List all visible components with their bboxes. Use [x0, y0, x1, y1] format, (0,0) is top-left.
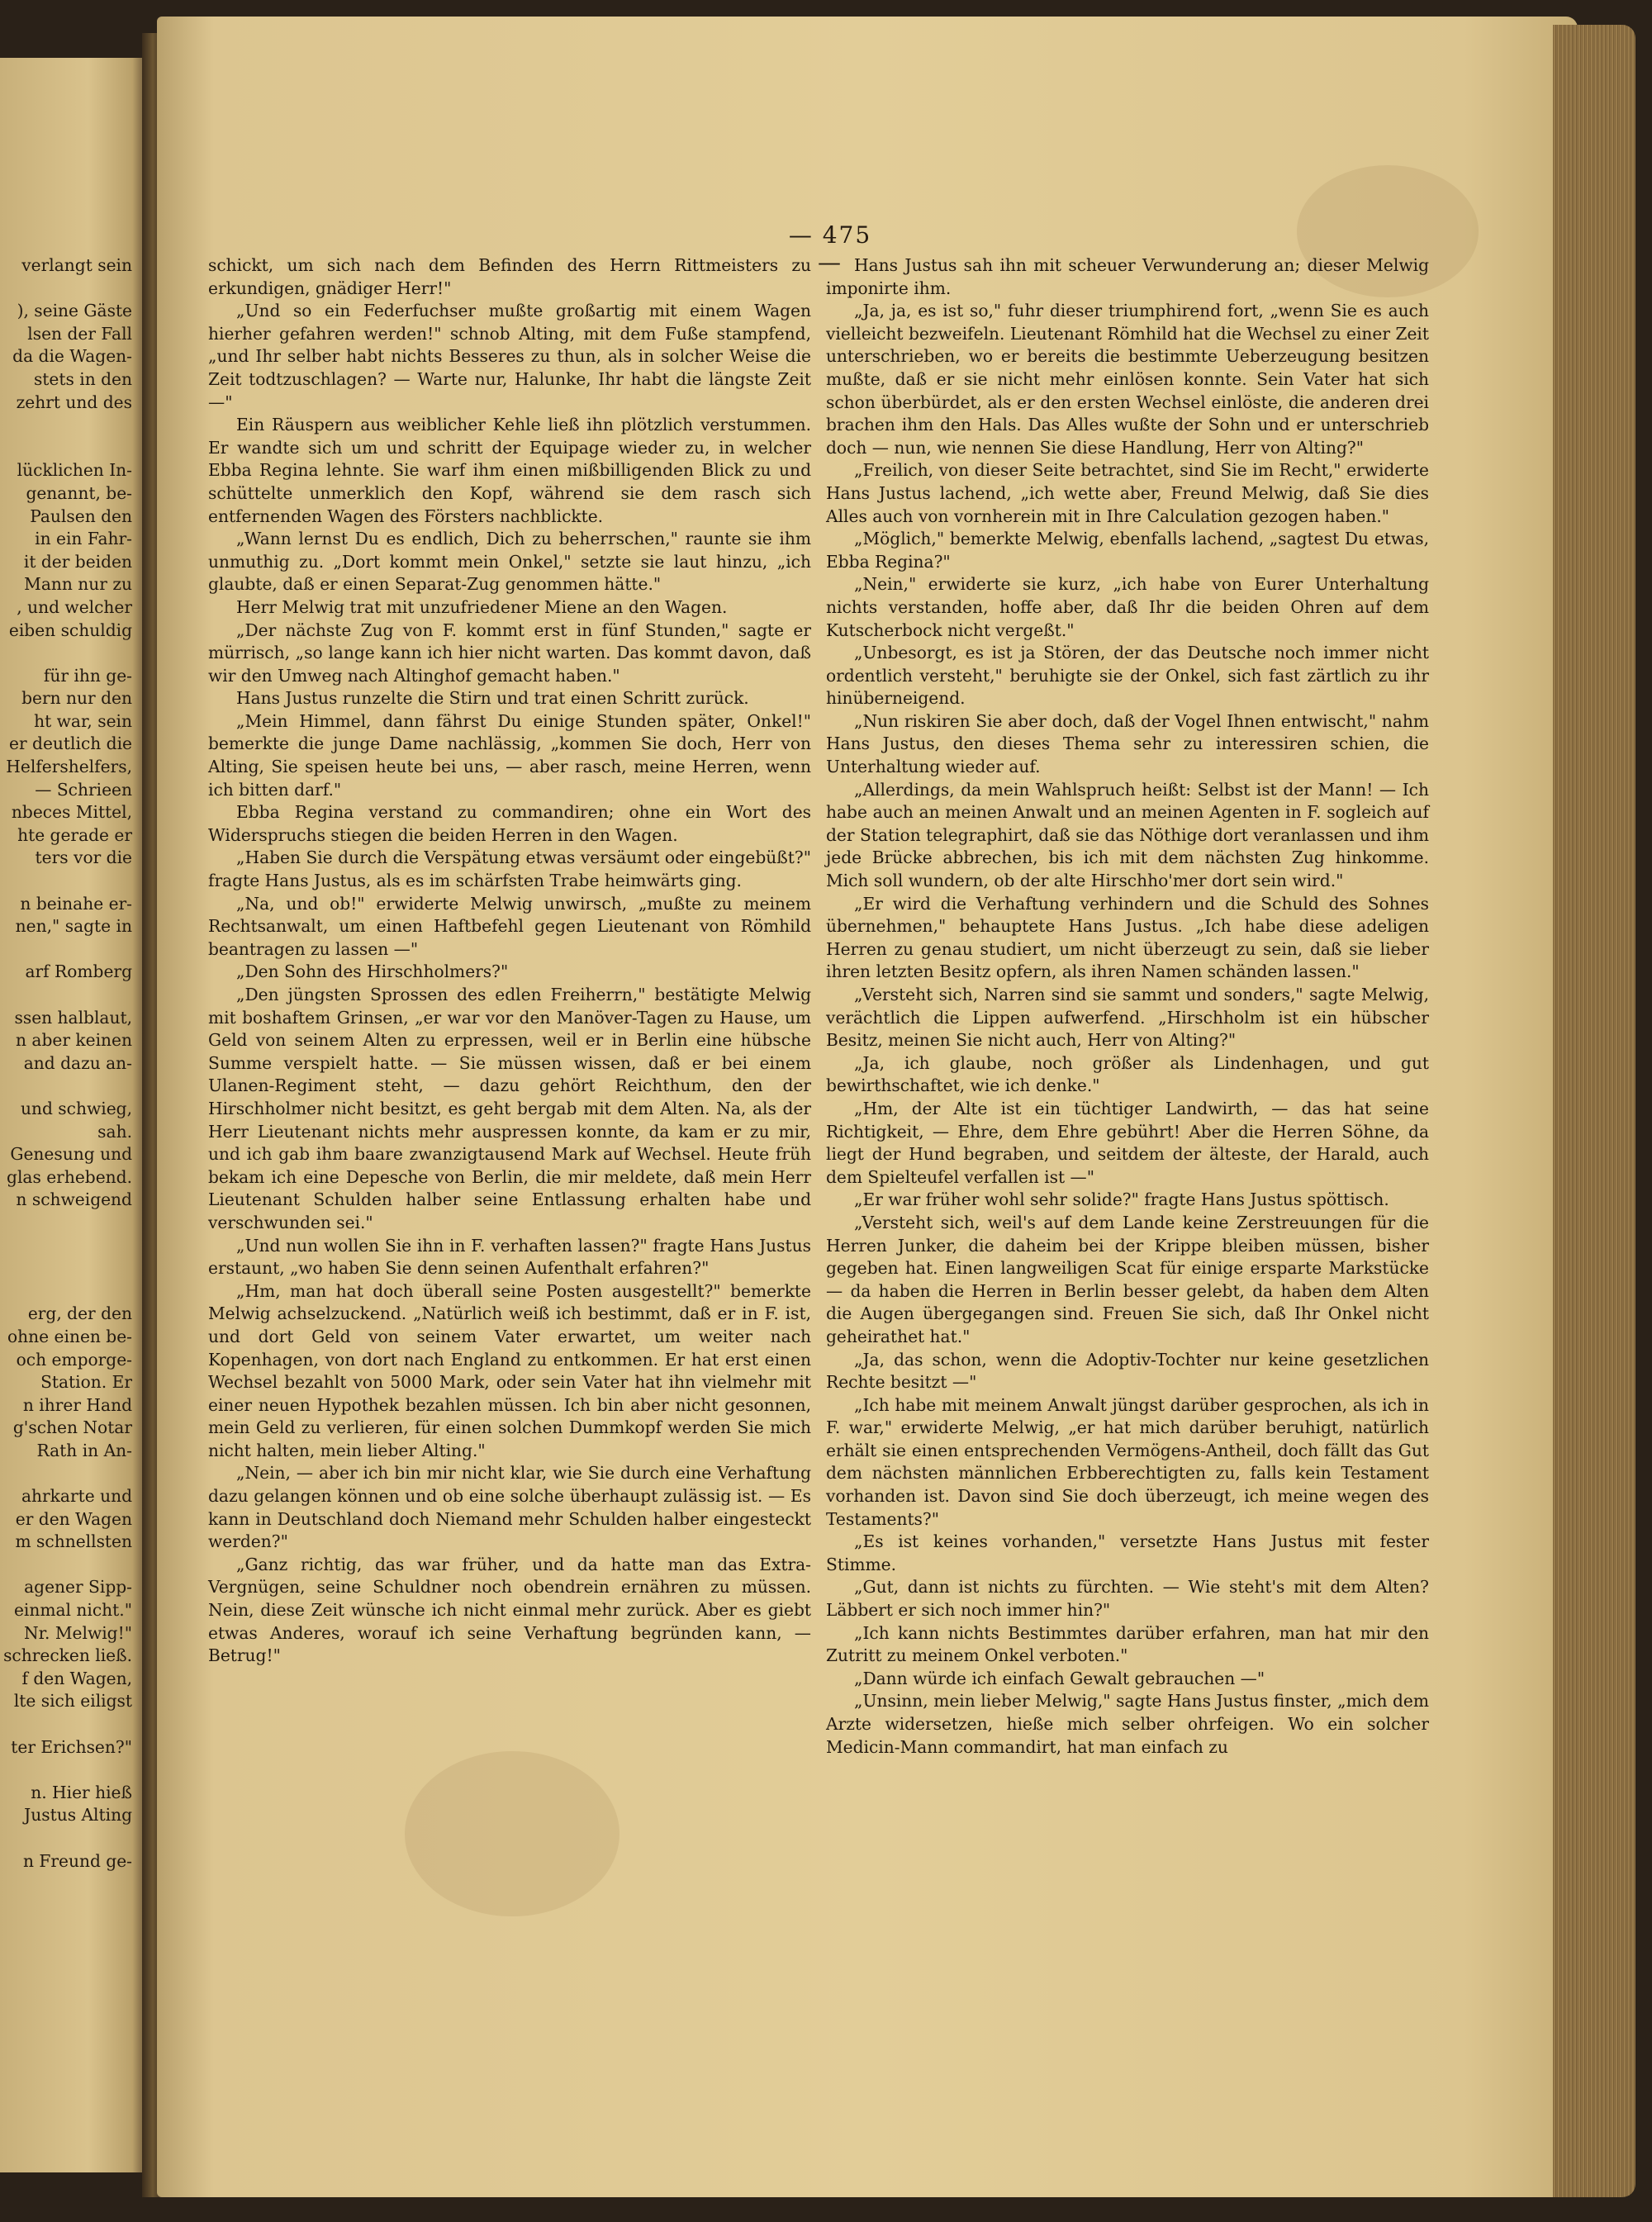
left-page-line: in ein Fahr- — [35, 529, 132, 549]
left-page-line — [0, 1235, 132, 1258]
left-page-text-fragments — [0, 254, 132, 1873]
left-page-line: n schweigend — [16, 1189, 132, 1210]
paragraph: „Nein, — aber ich bin mir nicht klar, wie Sie durch eine Verhaftung dazu gelangen können und ob eine solche überhaupt zulässig ist. — Es kann in Deutschland doch Niemand mehr Schulden halber eingesteckt werden?" — [208, 1463, 811, 1552]
left-page-line: n. Hier hieß — [31, 1782, 132, 1802]
left-page-line: Station. Er — [40, 1372, 132, 1393]
left-page-line: lücklichen In- — [17, 460, 132, 481]
left-page-line: lsen der Fall — [27, 323, 132, 344]
left-page-line: für ihn ge- — [43, 665, 132, 686]
left-page-line: ht war, sein — [34, 710, 132, 731]
paragraph: „Der nächste Zug von F. kommt erst in fünf Stunden," sagte er mürrisch, „so lange kann ich hier nicht warten. Das kommt davon, daß wir den Umweg nach Altinghof gemacht haben." — [208, 620, 811, 686]
paragraph: „Wann lernst Du es endlich, Dich zu beherrschen," raunte sie ihm unmuthig zu. „Dort kommt mein Onkel," setzte sie laut hinzu, „ich glaubte, daß er einen Separat-Zug genommen hätte." — [208, 529, 811, 595]
left-page-line — [0, 1759, 132, 1782]
left-page-line: m schnellsten — [15, 1531, 132, 1552]
left-page-line — [0, 870, 132, 893]
left-page-line: glas erhebend. — [7, 1166, 132, 1187]
paragraph: Ein Räuspern aus weiblicher Kehle ließ ihn plötzlich verstummen. Er wandte sich um und schritt der Equipage wieder zu, in welcher Ebba Regina lehnte. Sie warf ihm einen mißbilligenden Blick zu und schüttelte unmerklich den Kopf, während sie dem rasch sich entfernenden Wagen des Försters nachblickte. — [208, 415, 811, 526]
left-page-line: n ihrer Hand — [22, 1394, 132, 1415]
paragraph: „Er wird die Verhaftung verhindern und die Schuld des Sohnes übernehmen," behauptete Hans Justus. „Ich habe diese adeligen Herren zu genau studiert, um nicht überzeugt zu sein, daß sie lieber ihren letzten Besitz opfern, als ihren Namen schänden lassen." — [826, 893, 1429, 982]
paragraph: „Dann würde ich einfach Gewalt gebrauchen —" — [854, 1668, 1265, 1688]
paragraph: „Na, und ob!" erwiderte Melwig unwirsch, „mußte zu meinem Rechtsanwalt, um einen Haftbefehl gegen Lieutenant von Römhild beantragen zu lassen —" — [208, 893, 811, 959]
paragraph: Ebba Regina verstand zu commandiren; ohne ein Wort des Widerspruchs stiegen die beiden Herren in den Wagen. — [208, 802, 811, 845]
left-page-line: ssen halblaut, — [14, 1007, 132, 1028]
left-page-line: — Schrieen — [35, 779, 132, 800]
page-number: — 475 — — [788, 221, 872, 276]
left-page-line: nbeces Mittel, — [11, 802, 132, 823]
left-page-line: Rath in An- — [36, 1440, 132, 1460]
left-page-line — [0, 1713, 132, 1736]
left-page-line: and dazu an- — [23, 1052, 132, 1073]
text-column-left — [208, 254, 811, 1668]
paragraph: „Es ist keines vorhanden," versetzte Hans Justus mit fester Stimme. — [826, 1531, 1429, 1574]
left-page-line: n aber keinen — [16, 1030, 132, 1051]
left-page-line: g'schen Notar — [12, 1417, 132, 1438]
left-page-line — [0, 1257, 132, 1280]
left-page-line: , und welcher — [17, 596, 132, 617]
left-page-line: einmal nicht." — [13, 1600, 132, 1621]
left-page-line — [0, 642, 132, 665]
paragraph: „Freilich, von dieser Seite betrachtet, sind Sie im Recht," erwiderte Hans Justus lachend, „ich wette aber, Freund Melwig, daß Sie dies Alles auch von vornherein mit in Ihre Calculation gezogen haben." — [826, 460, 1429, 526]
left-page-line: stets in den — [33, 368, 132, 389]
left-page-line: er deutlich die — [9, 734, 132, 754]
left-page-line: da die Wagen- — [12, 346, 132, 367]
left-page-line: ter Erichsen?" — [11, 1736, 132, 1757]
left-page-line: f den Wagen, — [21, 1668, 132, 1688]
paragraph: „Und so ein Federfuchser mußte großartig mit einem Wagen hierher gefahren werden!" schnob Alting, mit dem Fuße stampfend, „und Ihr selber habt nichts Besseres zu thun, als in solcher Weise die Zeit todtzuschlagen? — Warte nur, Halunke, Ihr habt die längste Zeit —" — [208, 301, 811, 412]
left-page-line — [0, 938, 132, 961]
left-page-line — [0, 1280, 132, 1303]
paragraph: „Ich habe mit meinem Anwalt jüngst darüber gesprochen, als ich in F. war," erwiderte Melwig, „er hat mich darüber beruhigt, natürlich erhält sie einen entsprechenden Vermögens-Antheil, doch fällt das Gut dem nächsten männlichen Erbberechtigten zu, falls kein Testament vorhanden ist. Davon sind Sie doch überzeugt, ich meine wegen des Testaments?" — [826, 1394, 1429, 1529]
paragraph: „Nein," erwiderte sie kurz, „ich habe von Eurer Unterhaltung nichts verstanden, hoffe aber, daß Ihr die beiden Ohren auf dem Kutscherbock nicht vergeßt." — [826, 574, 1429, 640]
paragraph: „Ja, ja, es ist so," fuhr dieser triumphirend fort, „wenn Sie es auch vielleicht bezweifeln. Lieutenant Römhild hat die Wechsel zu einer Zeit unterschrieben, wo er bereits die bestimmte Ueberzeugung besitzen mußte, daß er sie nicht mehr einlösen konnte. Sein Vater hat sich schon überbürdet, als er den ersten Wechsel einlöste, die anderen drei brachen ihm den Hals. Das Alles wußte der Sohn und er unterschrieb doch — nun, wie nennen Sie diese Handlung, Herr von Alting?" — [826, 301, 1429, 458]
left-page-line: ahrkarte und — [21, 1486, 132, 1507]
left-page-line: agener Sipp- — [24, 1577, 132, 1598]
text-column-right — [826, 254, 1429, 1759]
left-page-line: Genesung und — [10, 1144, 132, 1165]
left-page-line: verlangt sein — [21, 255, 132, 275]
left-page-line: ters vor die — [35, 847, 132, 868]
paragraph: „Und nun wollen Sie ihn in F. verhaften lassen?" fragte Hans Justus erstaunt, „wo haben Sie denn seinen Aufenthalt erfahren?" — [208, 1235, 811, 1279]
paragraph: „Ganz richtig, das war früher, und da hatte man das Extra-Vergnügen, seine Schuldner noch obendrein ernähren zu müssen. Nein, diese Zeit wünsche ich nicht einmal mehr zurück. Aber es giebt etwas Anderes, worauf ich seine Verhaftung begründen kann, — Betrug!" — [208, 1554, 811, 1666]
paragraph: „Ich kann nichts Bestimmtes darüber erfahren, man hat mir den Zutritt zu meinem Onkel verboten." — [826, 1622, 1429, 1666]
left-page-line — [0, 1075, 132, 1098]
paragraph: „Hm, man hat doch überall seine Posten ausgestellt?" bemerkte Melwig achselzuckend. „Natürlich weiß ich bestimmt, daß er in F. ist, und dort Geld von seinem Vater erwartet, um weiter nach Kopenhagen, von dort nach England zu entkommen. Er hat erst einen Wechsel bezahlt von 5000 Mark, oder sein Vater hat ihn vielmehr mit einer neuen Hypothek bezahlen müssen. Ich bin aber nicht gesonnen, mein Geld zu verlieren, für einen solchen Dummkopf werden Sie mich nicht halten, mein lieber Alting." — [208, 1280, 811, 1460]
left-page-line: it der beiden — [23, 551, 132, 572]
left-page-line: bern nur den — [21, 688, 132, 709]
paragraph: „Ja, ich glaube, noch größer als Lindenhagen, und gut bewirthschaftet, wie ich denke." — [826, 1052, 1429, 1096]
left-page-line — [0, 278, 132, 301]
left-page-line — [0, 1462, 132, 1485]
left-page-line: n Freund ge- — [22, 1850, 132, 1871]
left-page-line: nen," sagte in — [15, 916, 132, 937]
left-page-line — [0, 1827, 132, 1850]
paragraph: schickt, um sich nach dem Befinden des Herrn Rittmeisters zu erkundigen, gnädiger Herr!" — [208, 255, 811, 298]
paragraph: „Möglich," bemerkte Melwig, ebenfalls lachend, „sagtest Du etwas, Ebba Regina?" — [826, 529, 1429, 572]
paper-stain — [405, 1751, 620, 1916]
left-page-line: Helfershelfers, — [6, 757, 132, 777]
left-page-line: Paulsen den — [30, 506, 132, 526]
left-page-line: och emporge- — [16, 1349, 132, 1370]
left-page-line: er den Wagen — [15, 1508, 132, 1529]
left-page-line: und schwieg, — [20, 1098, 132, 1118]
left-page-line: hte gerade er — [17, 824, 132, 845]
left-page-line: zehrt und des — [16, 392, 132, 412]
left-page-line: eiben schuldig — [8, 620, 132, 640]
left-page-line: schrecken ließ. — [3, 1645, 132, 1666]
left-page-line: n beinahe er- — [20, 893, 132, 914]
paragraph: „Versteht sich, Narren sind sie sammt und sonders," sagte Melwig, verächtlich die Lippen aufwerfend. „Hirschholm ist ein hübscher Besitz, meinen Sie nicht auch, Herr von Alting?" — [826, 985, 1429, 1051]
left-page-line: ohne einen be- — [7, 1326, 132, 1346]
left-page-line — [0, 984, 132, 1007]
left-page-line — [0, 414, 132, 437]
paragraph: „Allerdings, da mein Wahlspruch heißt: Selbst ist der Mann! — Ich habe auch an meinen Anwalt und an meinen Agenten in F. sogleich auf der Station telegraphirt, daß sie das Nöthige dort veranlassen und ihm jede Brücke abbrechen, bis ich mit dem nächsten Zug hinkomme. Mich soll wundern, ob der alte Hirschho'mer dort sein wird." — [826, 779, 1429, 891]
paragraph: Hans Justus sah ihn mit scheuer Verwunderung an; dieser Melwig imponirte ihm. — [826, 255, 1429, 298]
left-page-line: erg, der den — [27, 1303, 132, 1324]
paragraph: „Den jüngsten Sprossen des edlen Freiherrn," bestätigte Melwig mit boshaftem Grinsen, „er war vor den Manöver-Tagen zu Hause, um Geld von seinem Alten zu erpressen, weil er in Berlin eine hübsche Summe verspielt hatte. — Sie müssen wissen, daß er bei einem Ulanen-Regiment steht, — dazu gehört Reichthum, den der Hirschholmer nicht besitzt, es geht bergab mit dem Alten. Na, als der Herr Lieutenant nichts mehr auspressen konnte, da kam er zu mir, und ich gab ihm baare zwanzigtausend Mark auf Wechsel. Heute früh bekam ich eine Depesche von Berlin, die mir meldete, daß mein Herr Lieutenant Schulden halber seine Entlassung erhalten habe und verschwunden sei." — [208, 985, 811, 1232]
paragraph: „Nun riskiren Sie aber doch, daß der Vogel Ihnen entwischt," nahm Hans Justus, den dieses Thema sehr zu interessiren schien, die Unterhaltung wieder auf. — [826, 710, 1429, 777]
left-page-line: Justus Alting — [24, 1805, 132, 1826]
paragraph: Hans Justus runzelte die Stirn und trat einen Schritt zurück. — [236, 688, 749, 709]
paragraph: „Versteht sich, weil's auf dem Lande keine Zerstreuungen für die Herren Junker, die daheim bei der Krippe bleiben müssen, bisher gegeben hat. Einen langweiligen Scat für einige ersparte Markstücke — da haben die Herren in Berlin besser gelebt, da haben dem Alten die Augen übergegangen sind. Freuen Sie sich, daß Ihr Onkel nicht geheirathet hat." — [826, 1212, 1429, 1346]
left-page-line: ), seine Gäste — [17, 301, 132, 321]
left-page-line — [0, 1212, 132, 1235]
paragraph: „Unbesorgt, es ist ja Stören, der das Deutsche noch immer nicht ordentlich versteht," beruhigte sie der Onkel, sich fast zärtlich zu ihr hinüberneigend. — [826, 643, 1429, 709]
left-page-line — [0, 1554, 132, 1577]
paragraph: „Hm, der Alte ist ein tüchtiger Landwirth, — das hat seine Richtigkeit, — Ehre, dem Ehre gebührt! Aber die Herren Söhne, da liegt der Hund begraben, und seitdem der älteste, der Harald, auch dem Spielteufel verfallen ist —" — [826, 1098, 1429, 1187]
paragraph: „Mein Himmel, dann fährst Du einige Stunden später, Onkel!" bemerkte die junge Dame nachlässig, „kommen Sie doch, Herr von Alting, Sie speisen heute bei uns, — aber rasch, meine Herren, wenn ich bitten darf." — [208, 710, 811, 800]
page-edges — [1553, 25, 1635, 2197]
paragraph: „Den Sohn des Hirschholmers?" — [236, 961, 509, 982]
paragraph: „Haben Sie durch die Verspätung etwas versäumt oder eingebüßt?" fragte Hans Justus, als es im schärfsten Trabe heimwärts ging. — [208, 847, 811, 891]
paragraph: „Ja, das schon, wenn die Adoptiv-Tochter nur keine gesetzlichen Rechte besitzt —" — [826, 1349, 1429, 1393]
left-page-line: Nr. Melwig!" — [23, 1622, 132, 1643]
paragraph: Herr Melwig trat mit unzufriedener Miene an den Wagen. — [236, 596, 728, 617]
paragraph: „Unsinn, mein lieber Melwig," sagte Hans Justus finster, „mich dem Arzte widersetzen, hieße mich selber ohrfeigen. Wo ein solcher Medicin-Mann commandirt, hat man einfach zu — [826, 1691, 1429, 1757]
left-page-line: Mann nur zu — [24, 574, 132, 595]
left-page-line: sah. — [97, 1121, 132, 1142]
left-page-line — [0, 437, 132, 460]
left-page-line: lte sich eiligst — [13, 1691, 132, 1712]
paragraph: „Gut, dann ist nichts zu fürchten. — Wie steht's mit dem Alten? Läbbert er sich noch immer hin?" — [826, 1577, 1429, 1621]
left-page-line: genannt, be- — [26, 482, 132, 503]
left-page-line: arf Romberg — [25, 961, 132, 982]
paragraph: „Er war früher wohl sehr solide?" fragte Hans Justus spöttisch. — [854, 1189, 1389, 1210]
